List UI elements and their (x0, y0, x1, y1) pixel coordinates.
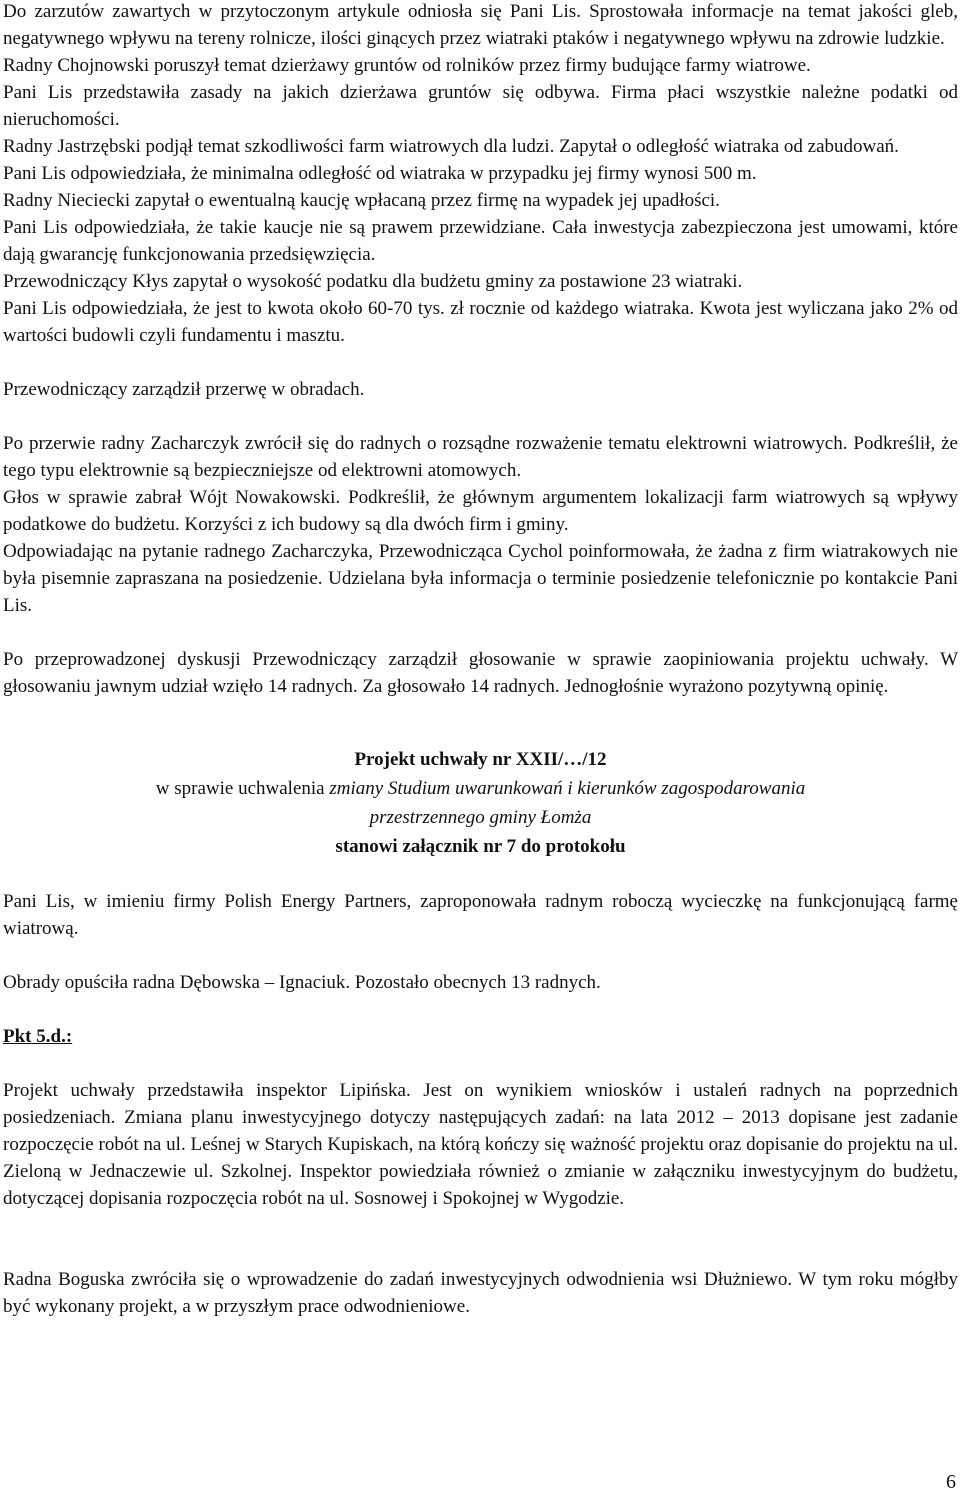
section-heading-text: Pkt 5.d.: (3, 1026, 73, 1047)
resolution-attachment: stanowi załącznik nr 7 do protokołu (335, 836, 626, 857)
paragraph: Głos w sprawie zabrał Wójt Nowakowski. Podkreślił, że głównym argumentem lokalizacji farm wiatrowych są wpływy podatkowe do budżetu. Korzyści z ich budowy są dla dwóch firm i gminy. (3, 487, 958, 535)
paragraph: Po przerwie radny Zacharczyk zwrócił się do radnych o rozsądne rozważenie tematu elektrowni wiatrowych. Podkreślił, że tego typu elektrownie są bezpieczniejsze od elektrowni atomowych. (3, 433, 958, 481)
break-note: Przewodniczący zarządził przerwę w obradach. (3, 379, 365, 400)
resolution-subject (3, 774, 958, 803)
paragraph: Projekt uchwały przedstawiła inspektor Lipińska. Jest on wynikiem wniosków i ustaleń radnych na poprzednich posiedzeniach. Zmiana planu inwestycyjnego dotyczy następujących zadań: na lata 2012 – 2013 dopisane jest zadanie rozpoczęcie robót na ul. Leśnej w Starych Kupiskach, na którą kończy się ważność projektu oraz dopisanie do projektu na ul. Zieloną w Jednaczewie ul. Szkolnej. Inspektor powiedziała również o zmianie w załączniku inwestycyjnym do budżetu, dotyczącej dopisania rozpoczęcia robót na ul. Sosnowej i Spokojnej w Wygodzie. (3, 1080, 958, 1209)
resolution-prefix: w sprawie uchwalenia (155, 778, 330, 799)
paragraph: Do zarzutów zawartych w przytoczonym artykule odniosła się Pani Lis. Sprostowała informacje na temat jakości gleb, negatywnego wpływu na tereny rolnicze, ilości ginących przez wiatraki ptaków i negatywnego wpływu na zdrowie ludzkie. (3, 1, 958, 49)
resolution-title: Projekt uchwały nr XXII/…/12 (354, 749, 607, 770)
paragraph: Radny Chojnowski poruszył temat dzierżawy gruntów od rolników przez firmy budujące farmy wiatrowe. (3, 55, 811, 76)
paragraph: Obrady opuściła radna Dębowska – Ignaciuk. Pozostało obecnych 13 radnych. (3, 972, 601, 993)
page-number: 6 (946, 1471, 956, 1493)
resolution-subject-italic: zmiany Studium uwarunkowań i kierunków zagospodarowania (329, 778, 806, 799)
paragraph: Radny Nieciecki zapytał o ewentualną kaucję wpłacaną przez firmę na wypadek jej upadłości. (3, 190, 720, 211)
vote-paragraph: Po przeprowadzonej dyskusji Przewodniczący zarządził głosowanie w sprawie zaopiniowania projektu uchwały. W głosowaniu jawnym udział wzięło 14 radnych. Za głosowało 14 radnych. Jednogłośnie wyrażono pozytywną opinię. (3, 649, 958, 697)
paragraph: Pani Lis, w imieniu firmy Polish Energy Partners, zaproponowała radnym roboczą wycieczkę na funkcjonującą farmę wiatrową. (3, 891, 958, 939)
paragraph: Odpowiadając na pytanie radnego Zacharczyka, Przewodnicząca Cychol poinformowała, że żadna z firm wiatrakowych nie była pisemnie zapraszana na posiedzenie. Udzielana była informacja o terminie posiedzenie telefonicznie po kontakcie Pani Lis. (3, 541, 958, 616)
paragraph: Pani Lis odpowiedziała, że jest to kwota około 60-70 tys. zł rocznie od każdego wiatraka. Kwota jest wyliczana jako 2% od wartości budowli czyli fundamentu i masztu. (3, 298, 958, 346)
section-heading (3, 1023, 958, 1050)
paragraph: Pani Lis odpowiedziała, że minimalna odległość od wiatraka w przypadku jej firmy wynosi 500 m. (3, 163, 757, 184)
resolution-subject-cont: przestrzennego gminy Łomża (369, 807, 592, 828)
document-body (3, 0, 958, 1320)
paragraph: Radna Boguska zwróciła się o wprowadzenie do zadań inwestycyjnych odwodnienia wsi Dłużniewo. W tym roku mógłby być wykonany projekt, a w przyszłym prace odwodnieniowe. (3, 1269, 958, 1317)
paragraph: Pani Lis odpowiedziała, że takie kaucje nie są prawem przewidziane. Cała inwestycja zabezpieczona jest umowami, które dają gwarancję funkcjonowania przedsięwzięcia. (3, 217, 958, 265)
paragraph: Radny Jastrzębski podjął temat szkodliwości farm wiatrowych dla ludzi. Zapytał o odległość wiatraka od zabudowań. (3, 136, 899, 157)
paragraph: Przewodniczący Kłys zapytał o wysokość podatku dla budżetu gminy za postawione 23 wiatraki. (3, 271, 743, 292)
paragraph: Pani Lis przedstawiła zasady na jakich dzierżawa gruntów się odbywa. Firma płaci wszystkie należne podatki od nieruchomości. (3, 82, 958, 130)
